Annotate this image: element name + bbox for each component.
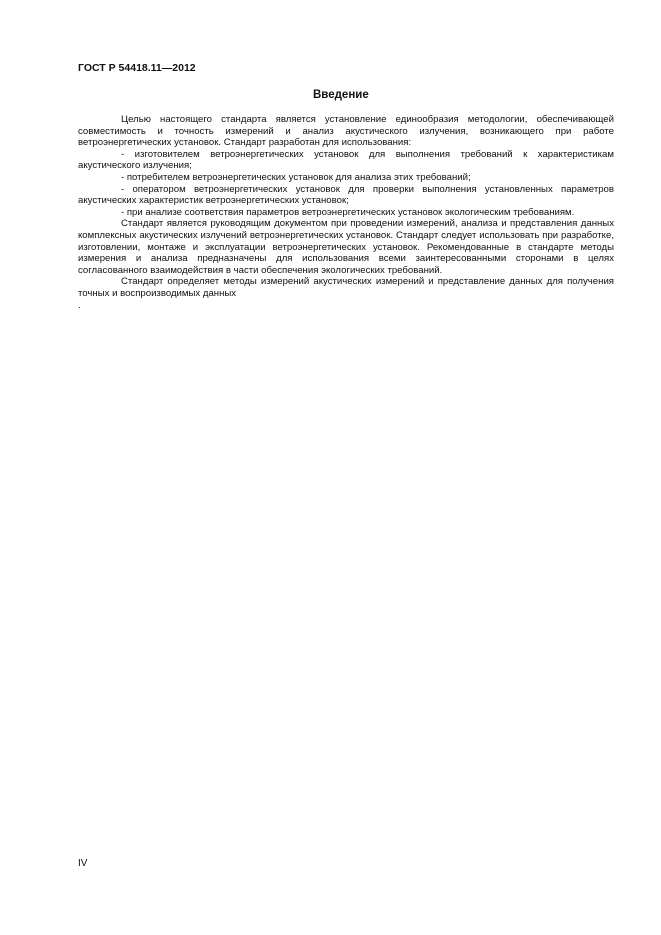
page-number: IV	[78, 858, 88, 869]
list-item-operator: - оператором ветроэнергетических установок для проверки выполнения установленных параметров акустических характеристик ветроэнергетических установок;	[78, 183, 614, 207]
trailing-mark: .	[78, 299, 81, 311]
document-id: ГОСТ Р 54418.11—2012	[78, 62, 196, 74]
paragraph-purpose: Целью настоящего стандарта является установление единообразия методологии, обеспечивающей совместимость и точность измерений и анализ акустического излучения, возникающего при работе ветроэнергетических установок. Стандарт разработан для использования:	[78, 114, 614, 149]
list-item-consumer: - потребителем ветроэнергетических установок для анализа этих требований;	[121, 171, 471, 183]
paragraph-guidance: Стандарт является руководящим документом при проведении измерений, анализа и представления данных комплексных акустических излучений ветроэнергетических установок. Стандарт следует использовать при разработке, изготовлении, монтаже и эксплуатации ветроэнергетических установок. Рекомендованные в стандарте методы измерения и анализа предназначены для использования всеми заинтересованными сторонами в целях согласованного взаимодействия в части обеспечения экологических требований.	[78, 218, 614, 276]
section-body	[78, 114, 614, 311]
list-item-manufacturer: - изготовителем ветроэнергетических установок для выполнения требований к характеристикам акустического излучения;	[78, 148, 614, 172]
section-title-text: Введение	[313, 89, 369, 101]
paragraph-methods: Стандарт определяет методы измерений акустических измерений и представление данных для получения точных и воспроизводимых данных	[78, 276, 614, 299]
list-item-analysis: - при анализе соответствия параметров ветроэнергетических установок экологическим требованиям.	[121, 206, 575, 218]
